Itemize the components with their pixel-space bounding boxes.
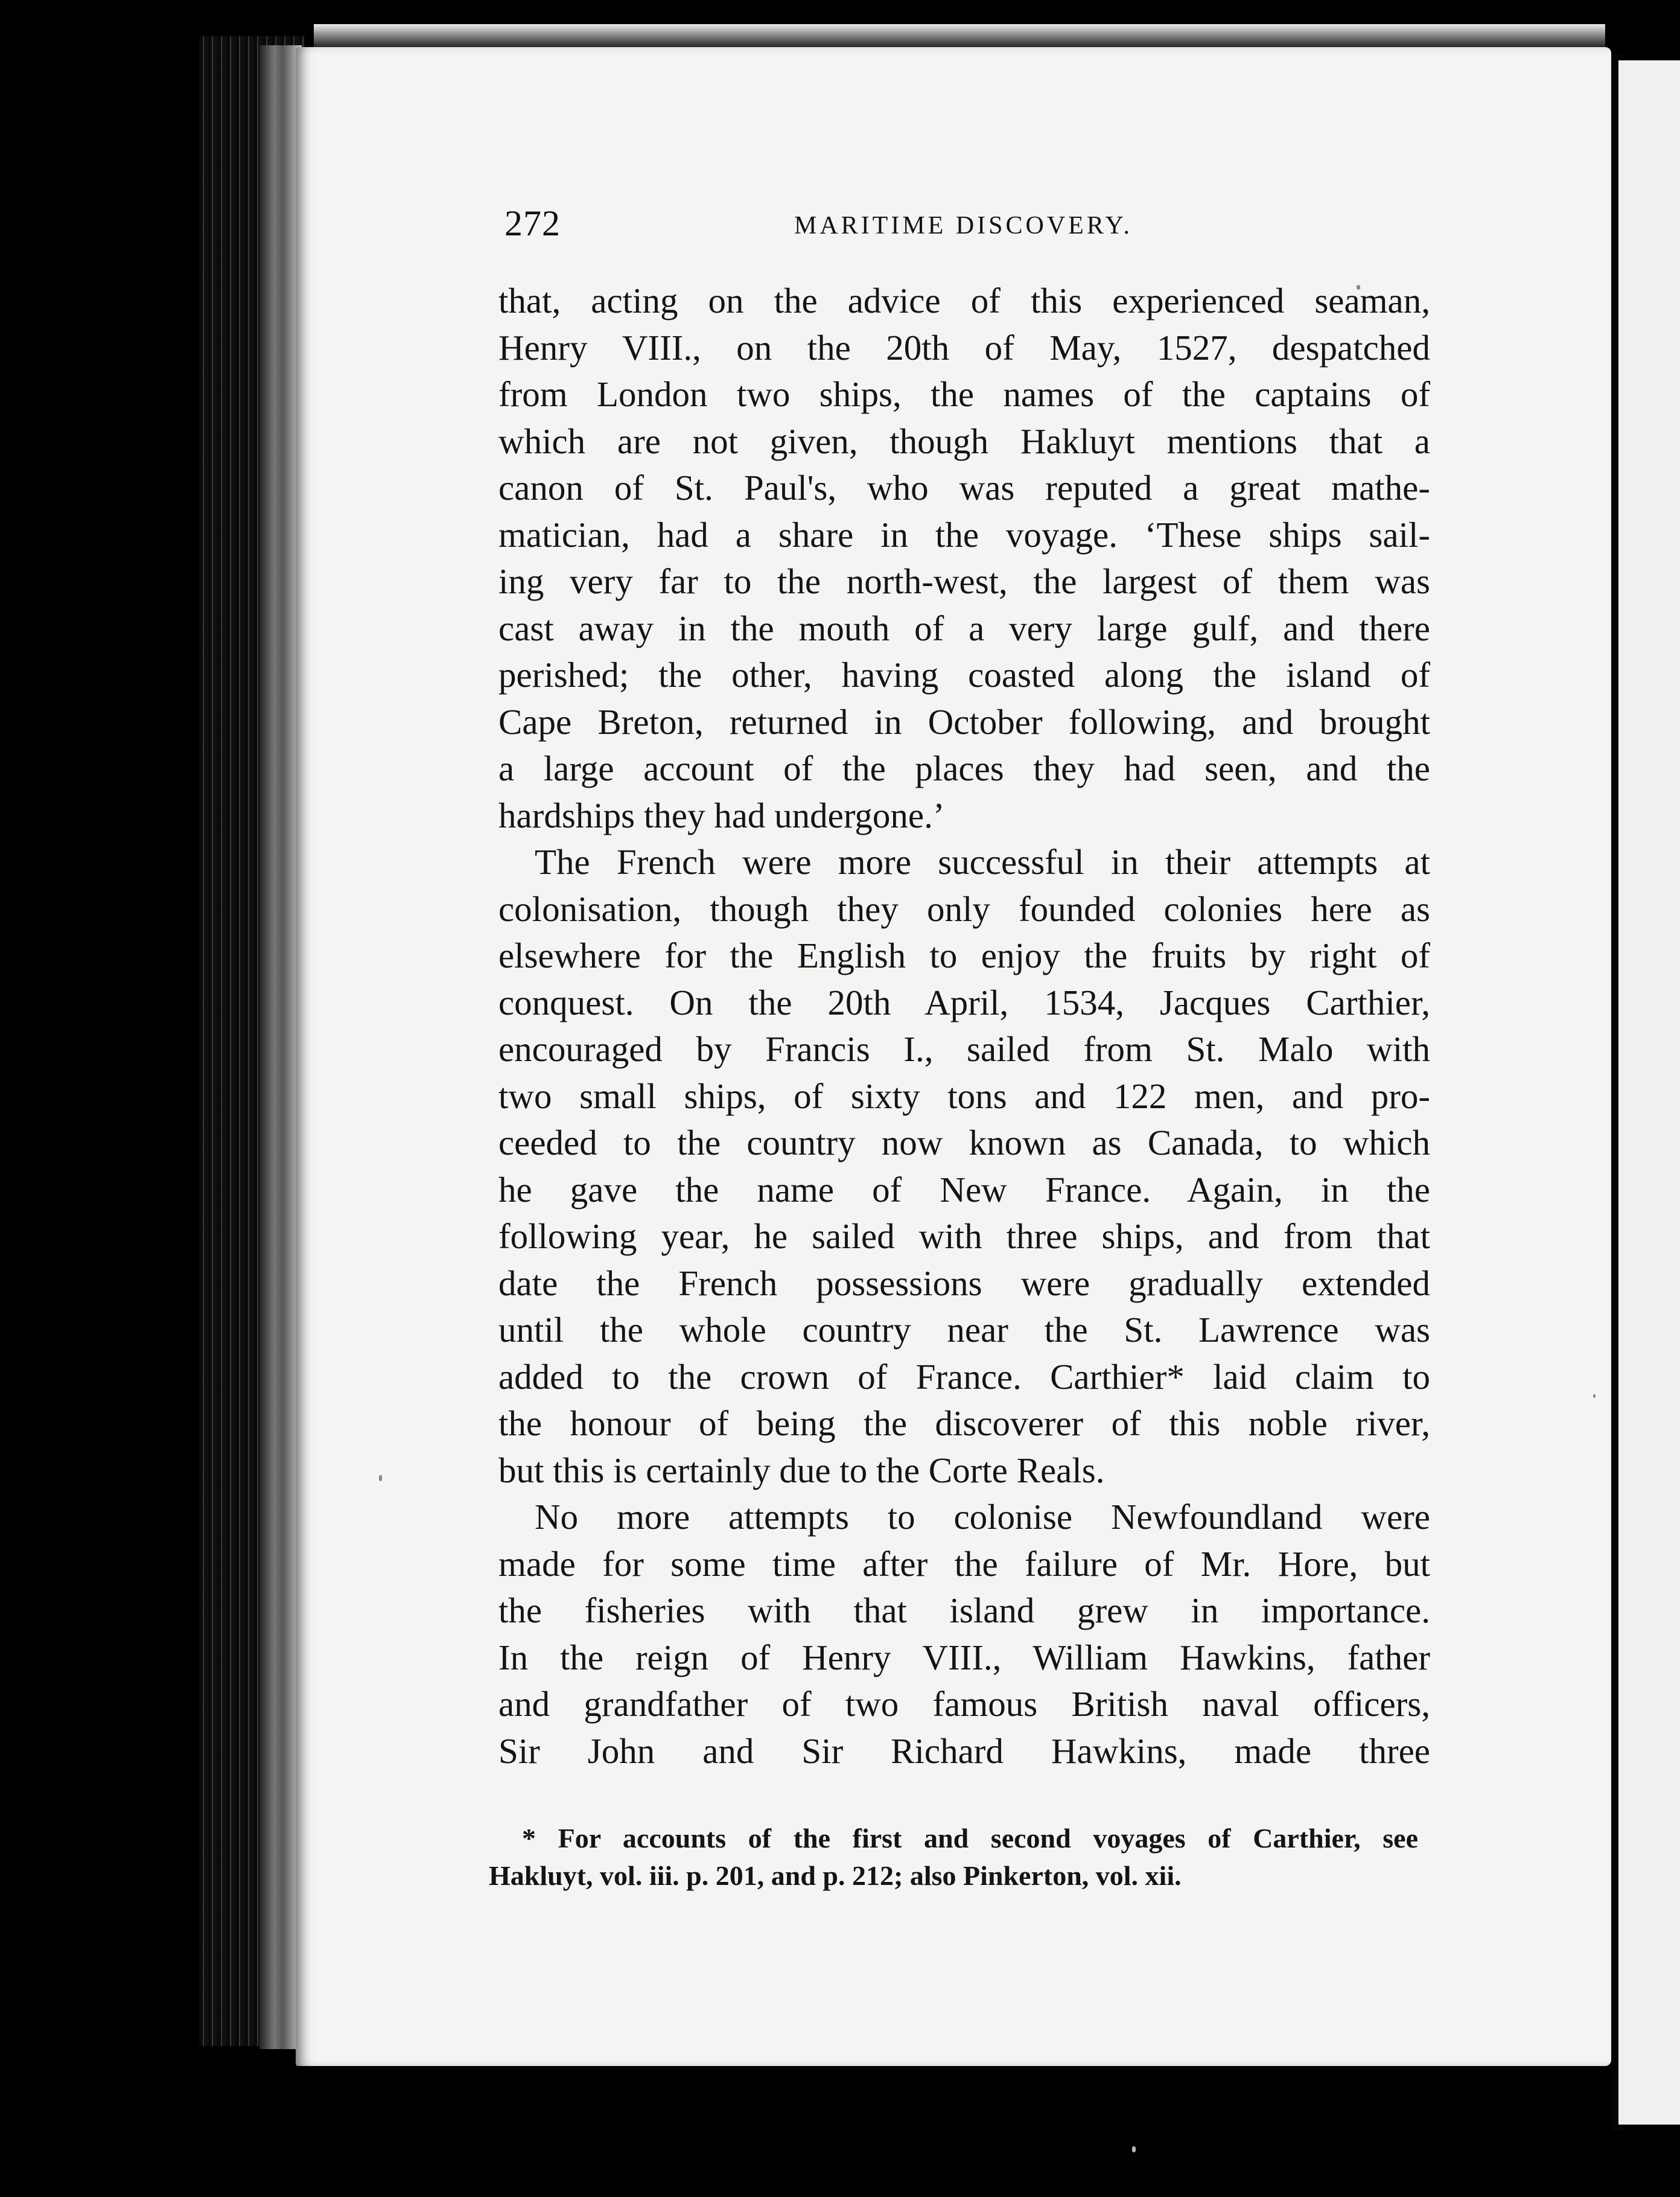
text-line: Cape Breton, returned in October following, and brought [498,701,1430,742]
text-line: matician, had a share in the voyage. ‘These ships sail- [498,514,1430,555]
ink-speck [1132,2146,1136,2152]
text-line: that, acting on the advice of this experienced seaman, [498,281,1430,320]
text-line: added to the crown of France. Carthier* laid claim to [498,1356,1430,1397]
running-title: MARITIME DISCOVERY. [794,212,1133,240]
text-line: The French were more successful in their attempts at [535,842,1430,882]
facing-page-edge [1618,60,1680,2125]
text-line: date the French possessions were gradually extended [498,1263,1430,1303]
text-line: In the reign of Henry VIII., William Hawkins, father [498,1637,1430,1677]
text-line: two small ships, of sixty tons and 122 men, and pro- [498,1076,1430,1116]
page-number: 272 [504,203,561,243]
text-line: Sir John and Sir Richard Hawkins, made three [498,1730,1430,1771]
text-line: made for some time after the failure of Mr. Hore, but [498,1543,1430,1584]
text-line: conquest. On the 20th April, 1534, Jacques Carthier, [498,982,1430,1022]
text-line: Henry VIII., on the 20th of May, 1527, despatched [498,327,1430,368]
text-line: the honour of being the discoverer of this noble river, [498,1403,1430,1443]
text-line: encouraged by Francis I., sailed from St. Malo with [498,1029,1430,1069]
body-text [498,278,1430,1774]
text-line: cast away in the mouth of a very large gulf, and there [498,608,1430,648]
footnote-line: Hakluyt, vol. iii. p. 201, and p. 212; also Pinkerton, vol. xii. [489,1860,1182,1891]
text-line: No more attempts to colonise Newfoundland were [535,1497,1430,1537]
text-line: ceeded to the country now known as Canada, to which [498,1123,1430,1162]
text-line: following year, he sailed with three ships, and from that [498,1216,1430,1256]
text-line: ing very far to the north-west, the largest of them was [498,561,1430,601]
text-line: perished; the other, having coasted along the island of [498,655,1430,695]
text-line: from London two ships, the names of the captains of [498,374,1430,414]
text-line: a large account of the places they had seen, and the [498,748,1430,788]
text-line: he gave the name of New France. Again, in the [498,1169,1430,1210]
ink-speck [1593,1394,1596,1398]
running-head [504,203,1434,251]
footnote-line: * For accounts of the first and second voyages of Carthier, see [522,1823,1418,1854]
text-line: hardships they had undergone.’ [498,795,945,835]
text-line: colonisation, though they only founded colonies here as [498,888,1430,929]
ink-speck [379,1475,382,1481]
text-line: elsewhere for the English to enjoy the fruits by right of [498,936,1430,975]
text-line: which are not given, though Hakluyt mentions that a [498,421,1430,461]
text-line: the fisheries with that island grew in importance. [498,1590,1430,1630]
footnote [489,1820,1418,1895]
text-line: until the whole country near the St. Lawrence was [498,1310,1430,1350]
text-line: canon of St. Paul's, who was reputed a great mathe- [498,468,1430,508]
text-line: and grandfather of two famous British naval officers, [498,1684,1430,1724]
book-top-edge [314,24,1605,47]
text-line: but this is certainly due to the Corte Reals. [498,1450,1105,1490]
